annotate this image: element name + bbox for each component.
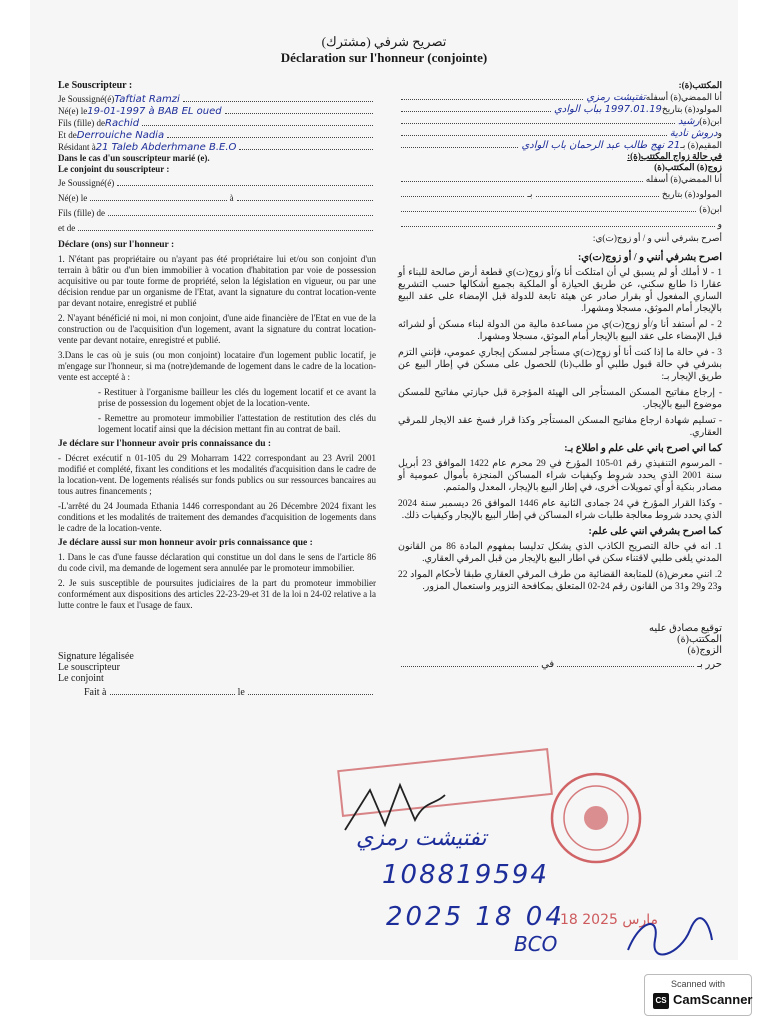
scanned-with-label: Scanned with xyxy=(670,979,726,989)
field-resident xyxy=(58,141,376,153)
field-label: Fait à xyxy=(84,687,107,698)
field-ne-ar xyxy=(398,103,722,115)
decret-paragraph-ar: - المرسوم التنفيذي رقم 01-105 المؤرخ في 29 محرم عام 1422 الموافق 23 أبريل سنة 2001 الذي يحدد شروط وكيفيات شراء المساكن المنجزة بأموال عمومية أو مصادر بنكية أو أي تمويلات أخرى، في إطار البيع بالإيجار، المعدل والمتمم. xyxy=(398,459,722,493)
conjoint-heading: Le conjoint du souscripteur : xyxy=(58,164,170,174)
field-value: Taftiat Ramzi xyxy=(114,94,180,105)
clause-3b: - Remettre au promoteur immobilier l'attestation de restitution des clés du logement locatif ainsi que la décision mettant fin au contrat de bail. xyxy=(98,413,376,434)
field-ne xyxy=(58,105,376,117)
field-value: Rachid xyxy=(105,118,140,129)
conjoint-fils-ar xyxy=(398,203,722,215)
camscanner-logo-icon: CS xyxy=(653,993,669,1009)
connaissance-heading-ar: كما اني اصرح باني على علم و اطلاع بـ: xyxy=(564,443,722,454)
field-label: Fils (fille) de xyxy=(58,208,105,218)
field-label: Né(e) le xyxy=(58,193,88,203)
field-label: ابن(ة) xyxy=(699,116,722,126)
field-label: المولود(ة) بتاريخ xyxy=(661,189,722,199)
field-label: بـ xyxy=(527,189,533,199)
arrete-paragraph-ar: - وكذا القرار المؤرخ في 24 جمادى الثانية عام 1446 الموافق 26 ديسمبر سنة 2024 الذي يحدد شروط معالجة طلبات شراء المساكن في إطار البيع بالإيجار وكيفيات ذلك. xyxy=(398,499,722,521)
aussi-2-ar: 2. انني معرض(ة) للمتابعة القضائية من طرف المرقي العقاري طبقا لأحكام المواد 22 و23 و29 و31 من القانون رقم 24-02 المتعلق بمكافحة التزوير واستعمال المزور. xyxy=(398,570,722,592)
signature-legalisee: Signature légalisée xyxy=(58,651,134,662)
fait-line-ar xyxy=(398,658,722,670)
field-label: أنا الممضي(ة) أسفله xyxy=(645,174,722,184)
field-label: المولود(ة) بتاريخ xyxy=(661,104,722,114)
field-label: Fils (fille) de xyxy=(58,118,105,128)
clause-3a-ar: - إرجاع مفاتيح المسكن المستأجر الى الهيئة المؤجرة قبل حيازتي مفاتيح للمسكن موضوع البيع بالإيجار. xyxy=(398,388,722,410)
field-label: à xyxy=(229,193,234,203)
conjoint-fils xyxy=(58,207,376,219)
fait-line xyxy=(58,686,376,698)
marie-line-ar: في حالة زواج المكتتب(ة): xyxy=(627,151,722,161)
title-french: Déclaration sur l'honneur (conjointe) xyxy=(280,50,488,65)
handwritten-signature-name: تفتيشت رمزي xyxy=(356,826,487,851)
clause-3a: - Restituer à l'organisme bailleur les clés du logement locatif et ce avant la prise de possession du logement objet de la location-vente. xyxy=(98,387,376,408)
conjoint-soussigne xyxy=(58,177,376,189)
clause-3: 3.Dans le cas où je suis (ou mon conjoint) locataire d'un logement public locatif, je m'engage sur l'honneur, si ma (notre)demande de logement dans le cadre de la location-vente est accepté à : xyxy=(58,350,376,382)
title-arabic: تصريح شرفي (مشترك) xyxy=(321,34,447,49)
souscripteur-heading-ar: المكتتب(ة): xyxy=(678,80,722,90)
black-signature xyxy=(340,770,450,840)
conjoint-soussigne-ar xyxy=(398,173,722,185)
handwritten-date: 2025 18 04 xyxy=(386,902,565,932)
conjoint-etde xyxy=(58,222,376,234)
field-label: Et de xyxy=(58,130,77,140)
signature-block xyxy=(58,651,376,698)
field-label: ابن(ة) xyxy=(699,204,722,214)
aussi-1-ar: 1. انه في حالة التصريح الكاذب الذي يشكل تدليسا بمفهوم المادة 86 من القانون المدني يلغى طلبي لاقتناء سكن في اطار البيع بالإيجار من قبل المرقي العقاري. xyxy=(398,542,722,564)
aussi-1: 1. Dans le cas d'une fausse déclaration qui constitue un dol dans le sens de l'article 86 du code civil, ma demande de logement sera annulée par le promoteur immobilier. xyxy=(58,552,376,573)
field-resident-ar xyxy=(398,139,722,151)
conjoint-etde-ar xyxy=(398,218,722,230)
field-soussigne-ar xyxy=(398,91,722,103)
signature-conjoint-ar: الزوج(ة) xyxy=(687,645,722,656)
field-soussigne xyxy=(58,93,376,105)
signature-legalisee-ar: توقيع مصادق عليه xyxy=(648,623,722,634)
declare-heading-ar: اصرح بشرفي أنني و / أو زوج(ت)ي: xyxy=(577,252,722,263)
field-label: المقيم(ة) بـ xyxy=(680,140,722,150)
aussi-heading: Je déclare aussi sur mon honneur avoir pris connaissance que : xyxy=(58,538,313,548)
field-value: 1997.01.19 بباب الوادي xyxy=(553,104,662,115)
clause-2: 2. N'ayant bénéficié ni moi, ni mon conjoint, d'une aide financière de l'Etat en vue de la construction ou de l'acquisition d'un logement, avant la signature du contrat location-vente par devant notaire, enregistré et publié. xyxy=(58,313,376,345)
conjoint-ne-ar xyxy=(398,188,722,200)
clause-1-ar: 1 - لا أملك أو لم يسبق لي أن امتلكت أنا و/أو زوج(ت)ي قطعة أرض صالحة للبناء أو عقارا ذا طابع سكني، عن طريق الحيازة أو الملكية بجميع أشكالها حسب التشريع الساري المفعول أو بقرار صادر عن هيئة تابعة للدولة قبل الإمضاء على عقد البيع بالإيجار أمام الموثق، مسجلا ومشهرا. xyxy=(398,268,722,314)
field-value: Derrouiche Nadia xyxy=(76,130,165,141)
field-label: حرر بـ xyxy=(697,659,722,670)
handwritten-signature xyxy=(620,910,720,960)
field-value: رشيد xyxy=(677,116,700,127)
field-label: Je Soussigné(é) xyxy=(58,94,115,104)
clause-3b-ar: - تسليم شهادة ارجاع مفاتيح المسكن المستأجر وكذا قرار فسخ عقد الايجار للمرقي العقاري. xyxy=(398,416,722,438)
field-label: Résidant à xyxy=(58,142,96,152)
field-label: et de xyxy=(58,223,76,233)
signature-conjoint: Le conjoint xyxy=(58,673,104,684)
signature-souscripteur-ar: المكتتب(ة) xyxy=(677,634,722,645)
arrete-paragraph: -L'arrêté du 24 Joumada Ethania 1446 correspondant au 26 Décembre 2024 fixant les conditions et les modalités de traitement des demandes d'acquisition de logements dans le cadre de la location-vente. xyxy=(58,501,376,533)
souscripteur-heading: Le Souscripteur : xyxy=(58,80,133,91)
field-label: و xyxy=(717,219,722,229)
clause-2-ar: 2 - لم أستفد أنا و/أو زوج(ت)ي من مساعدة مالية من الدولة لبناء مسكن أو لشرائه قبل الإمضاء على عقد البيع بالإيجار أمام الموثق، مسجلا ومشهرا. xyxy=(398,320,722,342)
arabic-column xyxy=(398,80,722,670)
field-label: و xyxy=(717,128,722,138)
connaissance-heading: Je déclare sur l'honneur avoir pris connaissance du : xyxy=(58,439,272,449)
field-label: في xyxy=(541,659,555,670)
field-value: دروش نادية xyxy=(669,128,718,139)
aussi-heading-ar: كما اصرح بشرفي انني على علم: xyxy=(588,526,722,537)
stamp-date: 18 مارس 2025 xyxy=(560,912,658,928)
field-value: 21 نهج طالب عبد الرحمان باب الوادي xyxy=(521,140,681,151)
signature-souscripteur: Le souscripteur xyxy=(58,662,120,673)
field-label: Né(e) le xyxy=(58,106,88,116)
camscanner-badge xyxy=(644,974,752,1016)
field-label: Je Soussigné(é) xyxy=(58,178,115,188)
field-fils xyxy=(58,117,376,129)
clause-1: 1. N'étant pas propriétaire ou n'ayant pas été propriétaire lui et/ou son conjoint d'un terrain à bâtir ou d'un bien immobilier à vocation d'habitation par voie de possession acquisitive ou par toute forme de propriété, selon la législation en vigueur, ou par une décision rendue par un organisme de l'Etat, avant la signature du contrat location-vente par devant notaire, enregistré et publié xyxy=(58,254,376,308)
field-value: تفتيشت رمزي xyxy=(586,92,646,103)
field-label: أنا الممضي(ة) أسفله xyxy=(645,92,722,102)
field-value: 21 Taleb Abderhmane B.E.O xyxy=(95,142,237,153)
conjoint-ne xyxy=(58,192,376,204)
handwritten-number: 108819594 xyxy=(382,860,549,890)
clause-3-ar: 3 - في حالة ما إذا كنت أنا أو زوج(ت)ي مستأجر لمسكن إيجاري عمومي، فإنني التزم بشرفي في حالة قبول طلبي أو طلب(نا) للحصول على مسكن في إطار البيع عن طريق الإيجار بـ: xyxy=(398,348,722,382)
aussi-2: 2. Je suis susceptible de poursuites judiciaires de la part du promoteur immobilier conformément aux dispositions des articles 22-23-29-et 31 de la loi n 24-02 relative a la lutte contre le faux et l'usage de faux. xyxy=(58,578,376,610)
field-fils-ar xyxy=(398,115,722,127)
french-column xyxy=(58,80,376,698)
oath-line-ar: أصرح بشرفي أنني و / أو زوج(ت)ي: xyxy=(592,233,722,243)
field-etde-ar xyxy=(398,127,722,139)
signature-block-ar xyxy=(398,623,722,670)
field-value: 19-01-1997 à BAB EL oued xyxy=(87,106,222,117)
declare-heading: Déclare (ons) sur l'honneur : xyxy=(58,240,175,250)
conjoint-heading-ar: زوج(ة) المكتتب(ة) xyxy=(654,162,722,172)
marie-line: Dans le cas d'un souscripteur marié (e). xyxy=(58,153,210,163)
field-etde xyxy=(58,129,376,141)
handwritten-initials: BCO xyxy=(514,932,558,956)
camscanner-brand: CamScanner xyxy=(673,992,753,1007)
field-label: le xyxy=(237,687,245,698)
decret-paragraph: - Décret exécutif n 01-105 du 29 Moharram 1422 correspondant au 23 Avril 2001 modifié et complété, fixant les conditions et les modalités d'acquisition dans le cadre de la location-vent. De logements réalisés sur fonds publics ou sur ressources bancaires au tous autres financements ; xyxy=(58,453,376,496)
